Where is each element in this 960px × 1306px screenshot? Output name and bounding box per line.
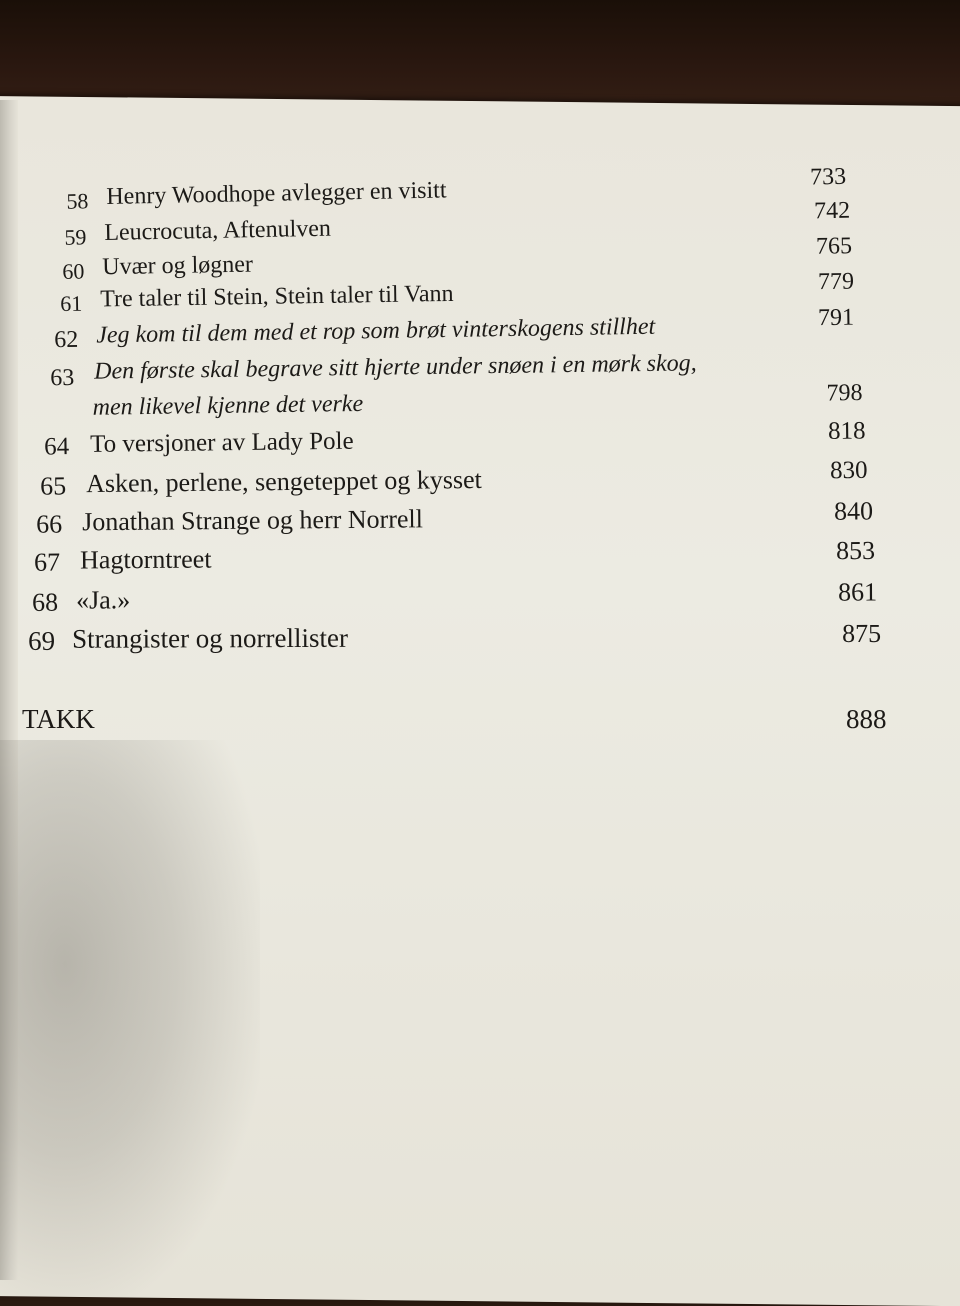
chapter-title: Jeg kom til dem med et rop som brøt vinterskogens stillhet xyxy=(96,313,656,349)
toc-entry-69 xyxy=(0,618,960,664)
page-number: 798 xyxy=(826,379,863,407)
takk-page-number: 888 xyxy=(846,704,887,734)
chapter-title: Uvær og løgner xyxy=(102,251,254,281)
chapter-number: 67 xyxy=(34,547,61,577)
chapter-title: Henry Woodhope avlegger en visitt xyxy=(106,177,447,210)
chapter-title: Leucrocuta, Aftenulven xyxy=(104,215,332,246)
chapter-title: Asken, perlene, sengeteppet og kysset xyxy=(86,464,482,499)
toc-entry-68 xyxy=(0,577,960,626)
chapter-title: «Ja.» xyxy=(75,585,131,615)
chapter-number: 60 xyxy=(62,258,85,284)
page-number: 840 xyxy=(833,496,874,526)
page-number: 875 xyxy=(841,618,882,649)
chapter-title: Den første skal begrave sitt hjerte under snøen i en mørk skog, xyxy=(93,350,697,385)
chapter-number: 66 xyxy=(36,509,63,539)
chapter-title: To versjoner av Lady Pole xyxy=(90,427,354,458)
chapter-number: 61 xyxy=(60,290,83,317)
chapter-number: 68 xyxy=(32,587,59,617)
page-number: 861 xyxy=(837,577,878,607)
page-number: 818 xyxy=(827,417,866,445)
page-number: 791 xyxy=(817,304,855,332)
chapter-number: 65 xyxy=(40,471,67,501)
chapter-number: 64 xyxy=(44,433,70,461)
chapter-title: Strangister og norrellister xyxy=(71,622,349,654)
chapter-number: 62 xyxy=(54,326,79,354)
chapter-number: 69 xyxy=(28,625,56,656)
chapter-number: 63 xyxy=(50,364,75,392)
page-number: 733 xyxy=(809,163,847,191)
chapter-title: Hagtorntreet xyxy=(79,544,212,575)
toc-entry-66 xyxy=(0,498,960,546)
page-number: 779 xyxy=(817,268,855,296)
page-number: 742 xyxy=(813,197,851,225)
page-number: 765 xyxy=(815,233,853,260)
page-number: 853 xyxy=(835,535,876,566)
chapter-number: 58 xyxy=(66,188,89,214)
page-number: 830 xyxy=(829,456,868,485)
chapter-title: Jonathan Strange og herr Norrell xyxy=(82,504,424,537)
chapter-title: Tre taler til Stein, Stein taler til Vann xyxy=(100,280,454,313)
takk-label: TAKK xyxy=(22,704,95,734)
chapter-number: 59 xyxy=(64,224,87,250)
chapter-title-line2: men likevel kjenne det verke xyxy=(92,390,364,421)
toc-entry-67 xyxy=(0,535,960,586)
hand-shadow xyxy=(0,740,260,1300)
